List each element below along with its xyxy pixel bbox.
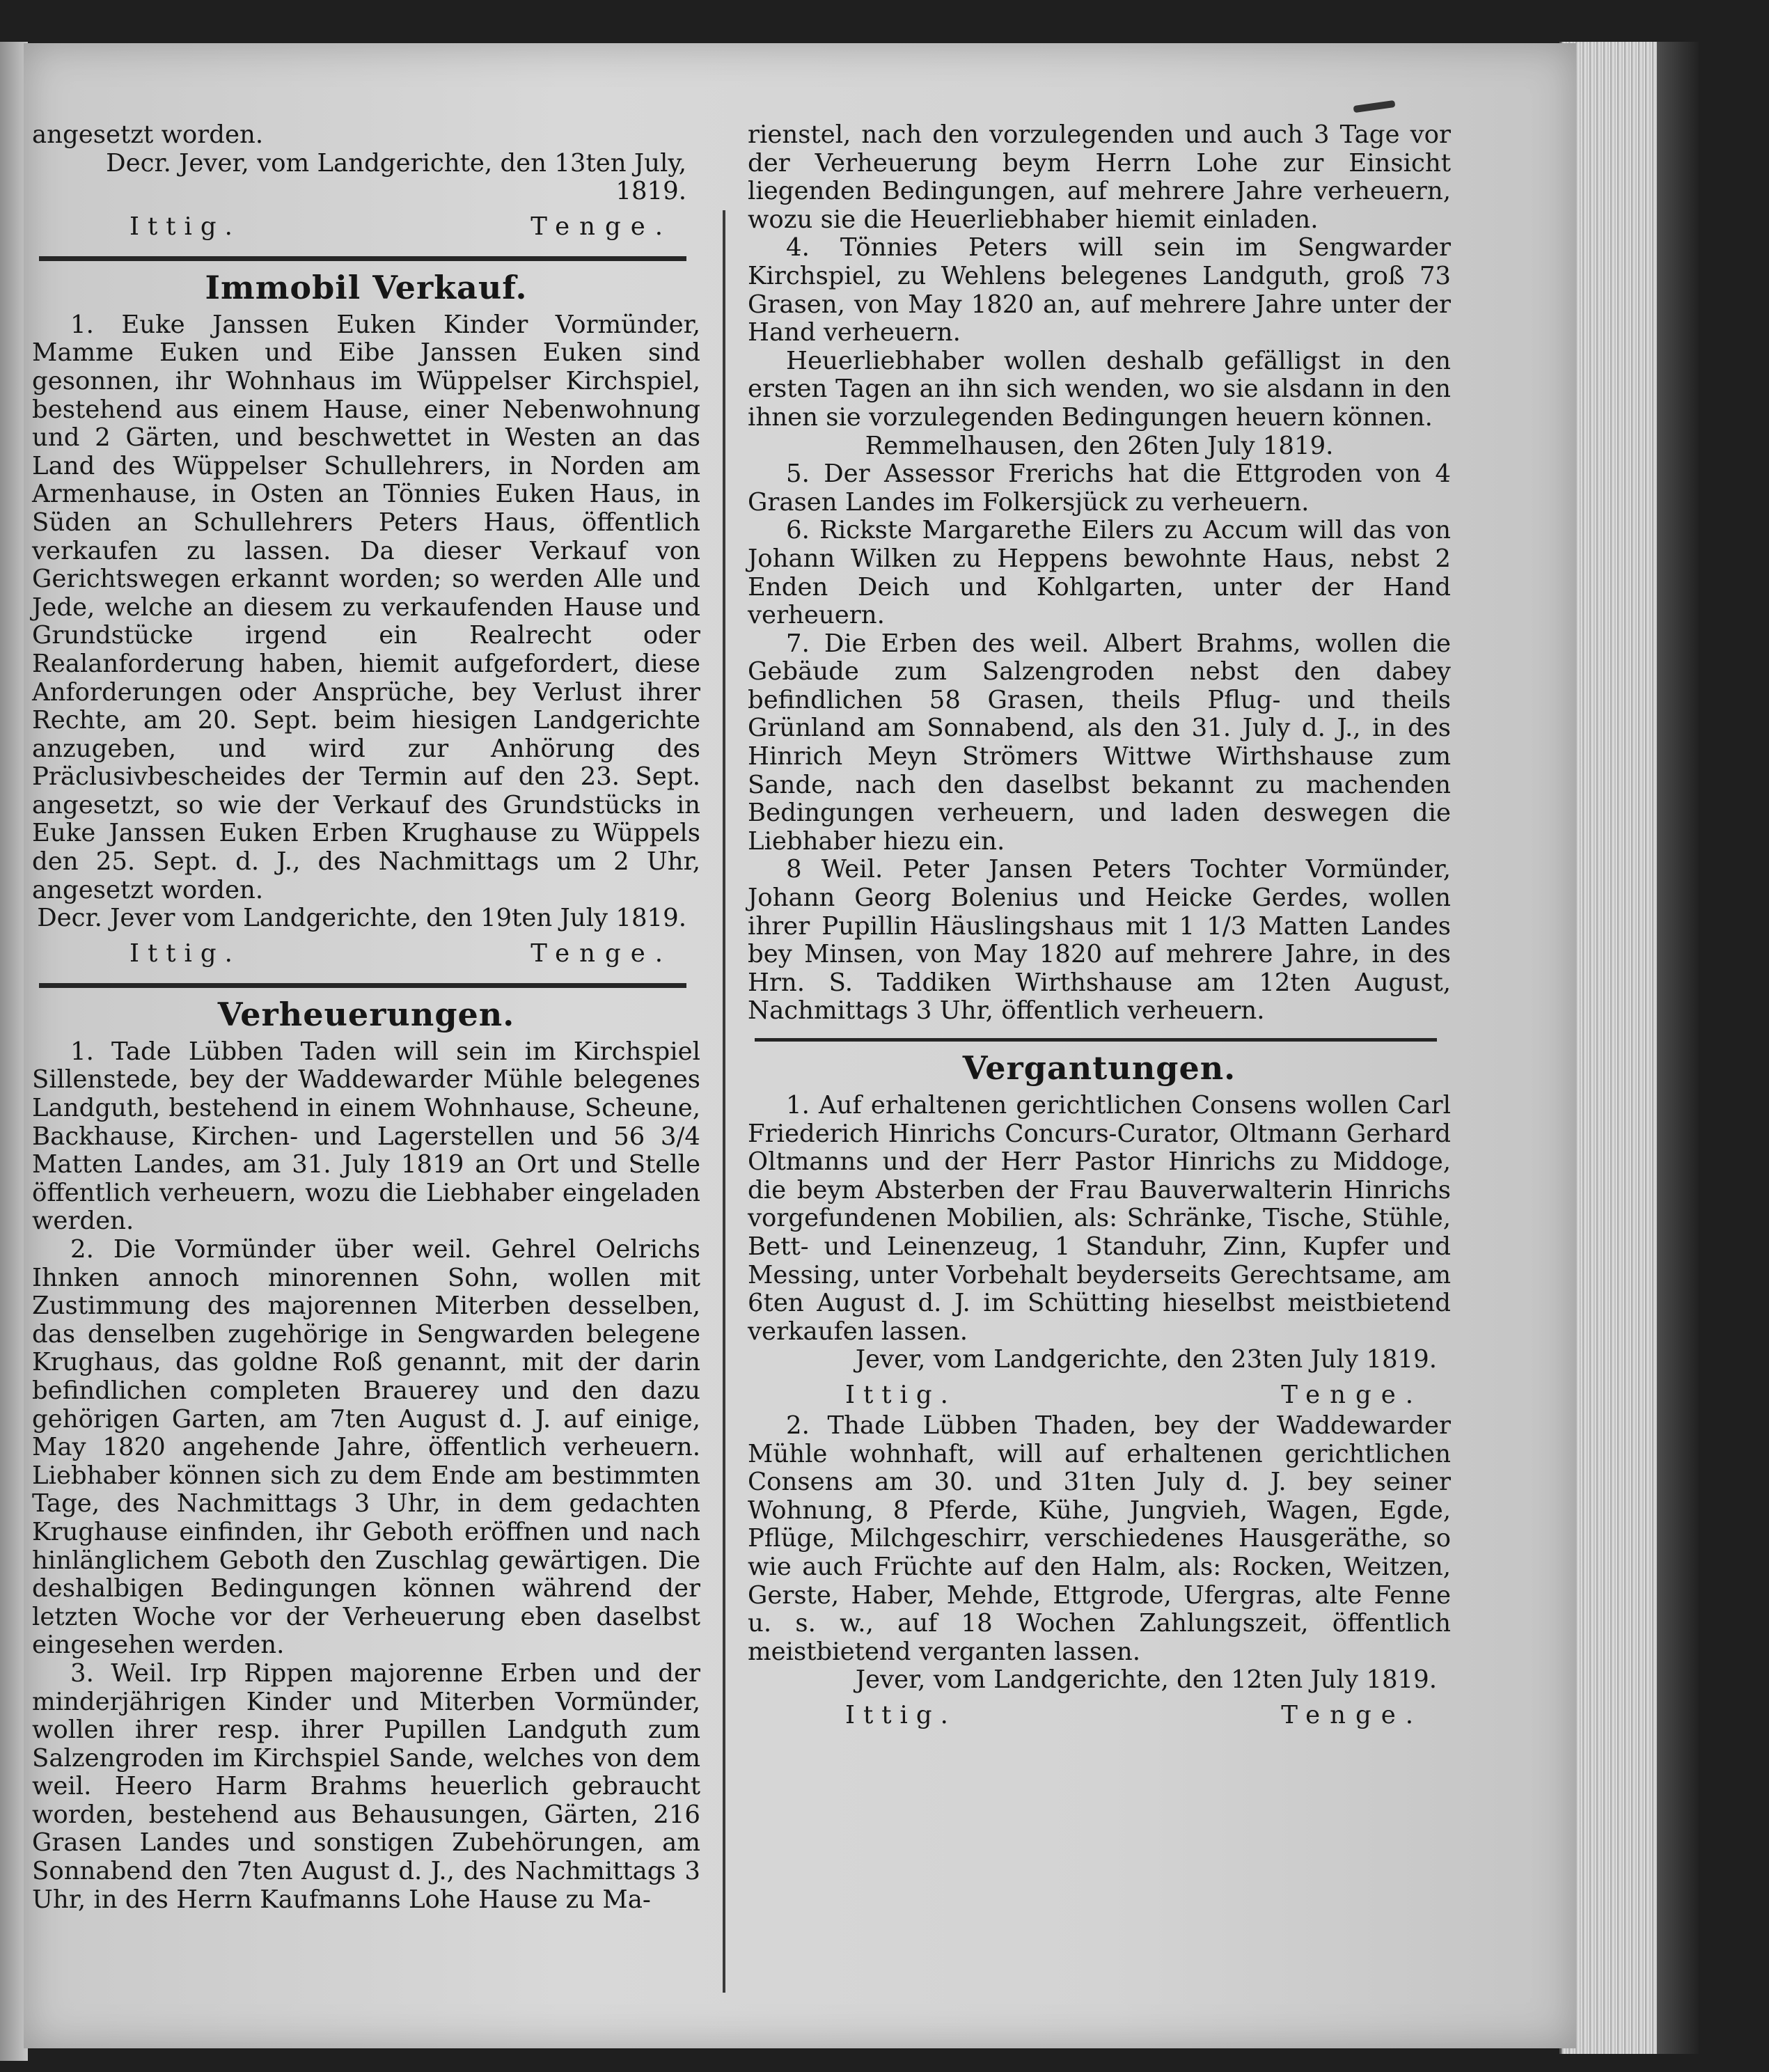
section-rule [39,983,686,988]
notice-dateline: Jever, vom Landgerichte, den 12ten July 1819. [855,1665,1437,1695]
opening-dateline: Decr. Jever, vom Landgerichte, den 13ten July, 1819. [106,148,686,206]
document-page [24,43,1576,2048]
notice-dateline: Decr. Jever vom Landgerichte, den 19ten July 1819. [37,904,686,933]
signature-tenge: Tenge. [1281,1700,1423,1729]
notice-paragraph: 1. Tade Lübben Taden will sein im Kirchspiel Sillenstede, bey der Waddewarder Mühle belegenes Landguth, bestehend in einem Wohnhause, Scheune, Backhause, Kirchen- und Lagerstellen und 56 3/4 Matten Landes, am 31. July 1819 an Ort und Stelle öffentlich verheuern, wozu die Liebhaber eingeladen werden. [32,1037,700,1236]
signature-ittig: Ittig. [845,1700,957,1729]
right-column [748,121,1451,1732]
signature-tenge: Tenge. [1281,1380,1423,1409]
section-rule [755,1038,1437,1042]
notice-dateline: Remmelhausen, den 26ten July 1819. [865,431,1334,460]
left-column [32,121,700,1914]
signature-tenge: Tenge. [530,939,673,968]
signature-line [748,1702,1451,1732]
section-heading-immobil-verkauf: Immobil Verkauf. [205,268,528,306]
notice-paragraph: 2. Thade Lübben Thaden, bey der Waddewarder Mühle wohnhaft, will auf erhaltenen gerichtlichen Consens am 30. und 31ten July d. J. bey seiner Wohnung, 8 Pferde, Kühe, Jungvieh, Wagen, Egde, Pflüge, Milchgeschirr, verschiedenes Hausgeräthe, so wie auch Früchte auf den Halm, als: Rocken, Weitzen, Gerste, Haber, Mehde, Ettgrode, Ufergras, alte Fenne u. s. w., auf 18 Wochen Zahlungszeit, öffentlich meistbietend verganten lassen. [748,1411,1451,1666]
signature-line [32,940,700,971]
notice-paragraph: 2. Die Vormünder über weil. Gehrel Oelrichs Ihnken annoch minorennen Sohn, wollen mit Zustimmung des majorennen Miterben desselben, das denselben zugehörige in Sengwarden belegene Krughaus, das goldne Roß genannt, mit der darin befindlichen completen Brauerey und den dazu gehörigen Garten, am 7ten August d. J. auf einige, May 1820 angehende Jahre, öffentlich verheuern. Liebhaber können sich zu dem Ende am bestimmten Tage, des Nachmittags 3 Uhr, in dem gedachten Krughause einfinden, ihr Geboth eröffnen und nach hinlänglichem Geboth den Zuschlag gewärtigen. Die deshalbigen Bedingungen können während der letzten Woche vor der Verheuerung eben daselbst eingesehen werden. [32,1235,700,1660]
book-binding-shadow [1657,42,1699,2054]
notice-paragraph-continued: rienstel, nach den vorzulegenden und auch 3 Tage vor der Verheuerung beym Herrn Lohe zur Einsicht liegenden Bedingungen, auf mehrere Jahre verheuern, wozu sie die Heuerliebhaber hiemit einladen. [748,120,1451,234]
notice-paragraph: 7. Die Erben des weil. Albert Brahms, wollen die Gebäude zum Salzengroden nebst den dabey befindlichen 58 Grasen, theils Pflug- und theils Grünland am Sonnabend, als den 31. July d. J., in des Hinrich Meyn Strömers Wittwe Wirthshause zum Sande, nach den daselbst bekannt zu machenden Bedingungen verheuern, und laden deswegen die Liebhaber hiezu ein. [748,629,1451,856]
signature-line [748,1381,1451,1412]
signature-ittig: Ittig. [129,939,241,968]
signature-ittig: Ittig. [845,1380,957,1409]
signature-tenge: Tenge. [530,212,673,241]
column-divider [723,210,725,1993]
notice-paragraph: 3. Weil. Irp Rippen majorenne Erben und der minderjährigen Kinder und Miterben Vormünder, wollen ihrer resp. ihrer Pupillen Landguth zum Salzengroden im Kirchspiel Sande, welches von dem weil. Heero Harm Brahms heuerlich gebraucht worden, bestehend aus Behausungen, Gärten, 216 Grasen Landes und sonstigen Zubehörungen, am Sonnabend den 7ten August d. J., des Nachmittags 3 Uhr, in des Herrn Kaufmanns Lohe Hause zu Ma- [32,1658,700,1914]
notice-paragraph: 1. Auf erhaltenen gerichtlichen Consens wollen Carl Friederich Hinrichs Concurs-Curator, Oltmann Gerhard Oltmanns und der Herr Pastor Hinrichs zu Middoge, die beym Absterben der Frau Bauverwalterin Hinrichs vorgefundenen Mobilien, als: Schränke, Tische, Stühle, Bett- und Leinenzeug, 1 Standuhr, Zinn, Kupfer und Messing, unter Vorbehalt beyderseits Gerechtsame, am 6ten August d. J. im Schütting hieselbst meistbietend verkaufen lassen. [748,1091,1451,1346]
section-heading-vergantungen: Vergantungen. [962,1049,1236,1087]
ink-mark [1353,100,1396,113]
signature-ittig: Ittig. [129,212,241,241]
notice-paragraph: 1. Euke Janssen Euken Kinder Vormünder, Mamme Euken und Eibe Janssen Euken sind gesonnen, ihr Wohnhaus im Wüppelser Kirchspiel, bestehend aus einem Hause, einer Nebenwohnung und 2 Gärten, und beschwettet in Westen an das Land des Wüppelser Schullehrers, in Norden am Armenhause, in Osten an Tönnies Euken Haus, in Süden an Schullehrers Peters Haus, öffentlich verkaufen zu lassen. Da dieser Verkauf von Gerichtswegen erkannt worden; so werden Alle und Jede, welche an diesem zu verkaufenden Hause und Grundstücke irgend ein Realrecht oder Realanforderung haben, hiemit aufgefordert, diese Anforderungen oder Ansprüche, bey Verlust ihrer Rechte, am 20. Sept. beim hiesigen Landgerichte anzugeben, und wird zur Anhörung des Präclusivbescheides der Termin auf den 23. Sept. angesetzt, so wie der Verkauf des Grundstücks in Euke Janssen Euken Erben Krughause zu Wüppels den 25. Sept. d. J., des Nachmittags um 2 Uhr, angesetzt worden. [32,310,700,904]
section-heading-verheuerungen: Verheuerungen. [217,995,515,1033]
notice-paragraph: 4. Tönnies Peters will sein im Sengwarder Kirchspiel, zu Wehlens belegenes Landguth, groß 73 Grasen, von May 1820 an, auf mehrere Jahre unter der Hand verheuern. [748,233,1451,347]
signature-line [32,213,700,244]
notice-dateline: Jever, vom Landgerichte, den 23ten July 1819. [855,1345,1437,1374]
section-rule [39,256,686,261]
notice-paragraph: 8 Weil. Peter Jansen Peters Tochter Vormünder, Johann Georg Bolenius und Heicke Gerdes, wollen ihrer Pupillin Häuslingshaus mit 1 1/3 Matten Landes bey Minsen, von May 1820 auf mehrere Jahre, in des Hrn. S. Taddiken Wirthshause am 12ten August, Nachmittags 3 Uhr, öffentlich verheuern. [748,855,1451,1026]
notice-paragraph: Heuerliebhaber wollen deshalb gefälligst in den ersten Tagen an ihn sich wenden, wo sie alsdann in den ihnen sie vorzulegenden Bedingungen heuern können. [748,346,1451,432]
opening-line: angesetzt worden. [32,120,264,149]
notice-paragraph: 5. Der Assessor Frerichs hat die Ettgroden von 4 Grasen Landes im Folkersjück zu verheuern. [748,460,1451,517]
notice-paragraph: 6. Rickste Margarethe Eilers zu Accum will das von Johann Wilken zu Heppens bewohnte Haus, nebst 2 Enden Deich und Kohlgarten, unter der Hand verheuern. [748,516,1451,630]
